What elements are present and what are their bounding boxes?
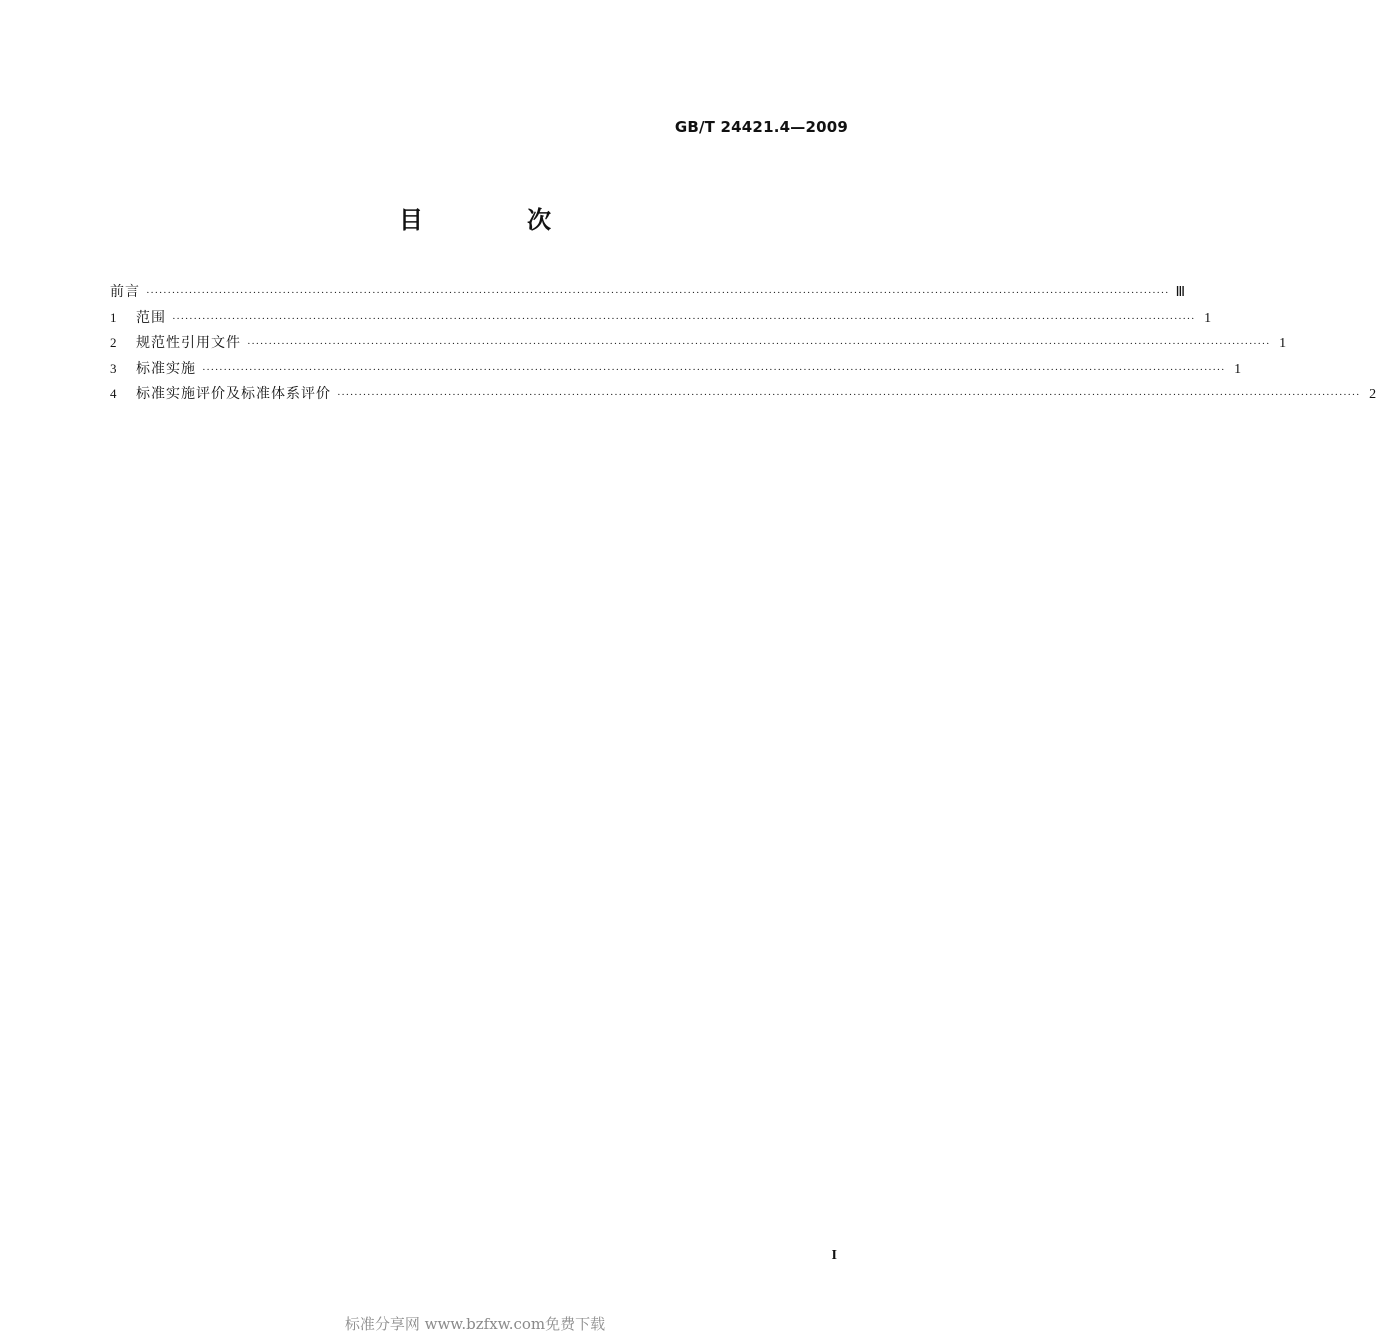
page-number: I	[831, 1248, 837, 1263]
toc-entry-label: 标准实施评价及标准体系评价	[136, 386, 331, 402]
toc-entry-label: 标准实施	[136, 360, 196, 377]
standard-code: GB/T 24421.4—2009	[674, 118, 848, 136]
dot-leader: ················································································································································································································································	[172, 312, 1196, 325]
toc-entry-scope[interactable]	[110, 308, 1212, 334]
table-of-contents	[110, 282, 1376, 410]
toc-entry-page: 2	[1369, 387, 1376, 402]
toc-entry-label: 规范性引用文件	[136, 335, 241, 351]
toc-entry-number: 4	[110, 386, 117, 401]
toc-title: 目 次	[399, 206, 591, 234]
toc-entry-label: 前言	[110, 284, 140, 300]
toc-entry-number: 2	[110, 335, 117, 350]
toc-entry-page: 1	[1204, 310, 1212, 326]
dot-leader: ················································································································································································································································	[337, 389, 1361, 401]
toc-entry-evaluation[interactable]	[110, 384, 1376, 410]
toc-entry-normative-references[interactable]	[110, 333, 1287, 359]
toc-entry-foreword[interactable]	[110, 282, 1186, 308]
toc-entry-page: Ⅲ	[1175, 285, 1186, 300]
toc-entry-standard-implementation[interactable]	[110, 359, 1242, 385]
footer-watermark: 标准分享网 www.bzfxw.com免费下载	[344, 1315, 606, 1333]
dot-leader: ················································································································································································································································	[202, 363, 1226, 376]
toc-entry-label: 范围	[136, 309, 166, 326]
dot-leader: ················································································································································································································································	[247, 338, 1271, 350]
toc-entry-page: 1	[1234, 361, 1242, 377]
toc-entry-number: 3	[110, 360, 117, 376]
toc-entry-page: 1	[1279, 336, 1287, 351]
toc-entry-number: 1	[110, 309, 117, 325]
dot-leader: ················································································································································································································································	[146, 287, 1170, 299]
